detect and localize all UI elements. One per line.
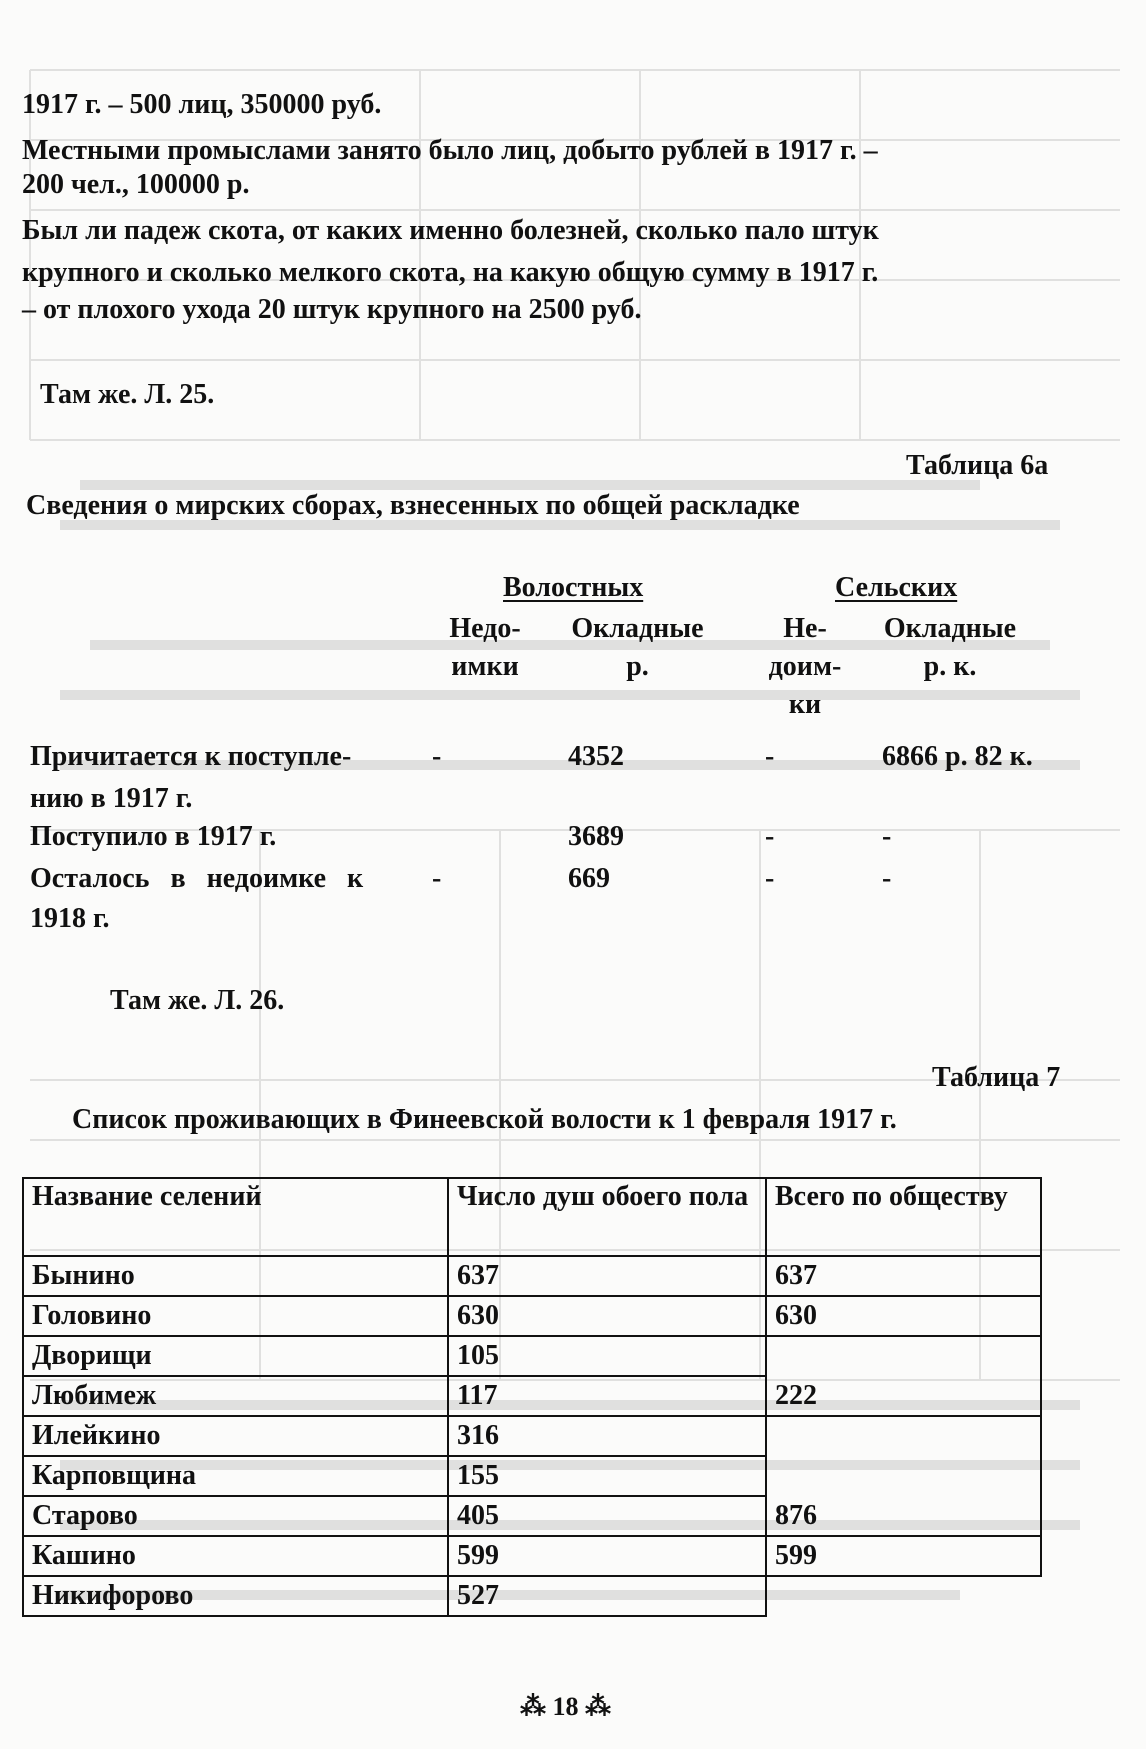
col-okl-line1: Окладные — [571, 613, 704, 644]
col-okl2-line1: Окладные — [883, 613, 1017, 644]
row-label-cont: нию в 1917 г. — [30, 783, 193, 814]
table6a-title: Сведения о мирских сборах, взнесенных по общей раскладке — [26, 490, 800, 521]
cell-village: Головино — [23, 1296, 448, 1336]
cell-souls: 117 — [448, 1376, 766, 1416]
cell-total: 222 — [766, 1336, 1041, 1416]
row-label: Поступило в 1917 г. — [30, 821, 277, 852]
cell-village: Дворищи — [23, 1336, 448, 1376]
intro-line-1: 1917 г. – 500 лиц, 350000 руб. — [22, 89, 382, 120]
header-total: Всего по обществу — [766, 1178, 1041, 1256]
row-okl2: 6866 р. 82 к. — [882, 741, 1033, 772]
row-okl2: - — [882, 821, 892, 852]
row-ne: - — [765, 821, 775, 852]
cell-village: Илейкино — [23, 1416, 448, 1456]
cell-village: Никифорово — [23, 1576, 448, 1616]
table-row — [23, 1576, 1041, 1616]
cell-village: Карповщина — [23, 1456, 448, 1496]
row-okl: 4352 — [568, 741, 624, 772]
cell-village: Бынино — [23, 1256, 448, 1296]
cell-souls: 105 — [448, 1336, 766, 1376]
table-header-row — [23, 1178, 1041, 1256]
table6a-col-okladnye-volost — [570, 610, 705, 686]
intro-line-5: крупного и сколько мелкого скота, на какую общую сумму в 1917 г. — [22, 257, 879, 288]
table6a-group-selsk: Сельских — [835, 572, 958, 603]
page-number — [520, 1692, 611, 1722]
cell-village: Кашино — [23, 1536, 448, 1576]
table-row — [23, 1336, 1041, 1376]
table6a-row — [22, 814, 1062, 860]
row-label: Причитается к поступле- — [30, 741, 352, 772]
cell-total: 630 — [766, 1296, 1041, 1336]
table-row — [23, 1416, 1041, 1456]
table6a-row — [22, 734, 1062, 780]
table7-title: Список проживающих в Финеевской волости к 1 февраля 1917 г. — [72, 1104, 897, 1135]
cell-souls: 405 — [448, 1496, 766, 1536]
cell-souls: 630 — [448, 1296, 766, 1336]
row-ne: - — [765, 741, 775, 772]
village-table — [22, 1177, 1042, 1617]
cell-souls: 637 — [448, 1256, 766, 1296]
col-nedo-line2: имки — [451, 651, 519, 682]
row-nedo: - — [432, 741, 442, 772]
page-number-ornament-left: ⁂ — [520, 1692, 546, 1721]
table6a-row-cont — [22, 896, 1062, 942]
cell-village: Старово — [23, 1496, 448, 1536]
cell-total: 876 — [766, 1416, 1041, 1536]
table-row — [23, 1256, 1041, 1296]
row-okl2: - — [882, 863, 892, 894]
table6a-col-okladnye-selsk — [875, 610, 1025, 686]
table6a-label: Таблица 6а — [906, 450, 1049, 481]
header-souls: Число душ обоего пола — [448, 1178, 766, 1256]
row-okl: 669 — [568, 863, 610, 894]
cell-souls: 599 — [448, 1536, 766, 1576]
table6a-group-volost: Волостных — [503, 572, 644, 603]
col-ne-line1: Не- — [783, 613, 827, 644]
page-number-value: 18 — [552, 1692, 579, 1721]
page-number-ornament-right: ⁂ — [585, 1692, 611, 1721]
table7-label: Таблица 7 — [932, 1062, 1061, 1093]
intro-line-3: 200 чел., 100000 р. — [22, 169, 250, 200]
table6a-col-nedoimki-selsk — [760, 610, 850, 724]
cell-total: 599 — [766, 1536, 1041, 1576]
cell-total: 637 — [766, 1256, 1041, 1296]
table6a-col-nedo — [440, 610, 530, 686]
intro-line-2: Местными промыслами занято было лиц, добыто рублей в 1917 г. – — [22, 135, 878, 166]
intro-line-6: – от плохого ухода 20 штук крупного на 2500 руб. — [22, 294, 642, 325]
source-note-2: Там же. Л. 26. — [110, 985, 285, 1016]
cell-total-empty — [766, 1576, 1041, 1616]
table-row — [23, 1536, 1041, 1576]
header-name: Название селений — [23, 1178, 448, 1256]
row-nedo: - — [432, 863, 442, 894]
col-nedo-line1: Недо- — [449, 613, 521, 644]
col-okl2-line2: р. к. — [923, 651, 977, 682]
cell-village: Любимеж — [23, 1376, 448, 1416]
col-ne-line3: ки — [788, 689, 822, 720]
intro-line-4: Был ли падеж скота, от каких именно болезней, сколько пало штук — [22, 215, 879, 246]
source-note-1: Там же. Л. 25. — [40, 379, 215, 410]
cell-souls: 527 — [448, 1576, 766, 1616]
cell-souls: 316 — [448, 1416, 766, 1456]
table-row — [23, 1296, 1041, 1336]
col-ne-line2: доим- — [768, 651, 842, 682]
row-label-cont: 1918 г. — [30, 903, 110, 934]
row-okl: 3689 — [568, 821, 624, 852]
col-okl-line2: р. — [626, 651, 649, 682]
row-label: Осталось в недоимке к — [30, 863, 364, 894]
cell-souls: 155 — [448, 1456, 766, 1496]
row-ne: - — [765, 863, 775, 894]
